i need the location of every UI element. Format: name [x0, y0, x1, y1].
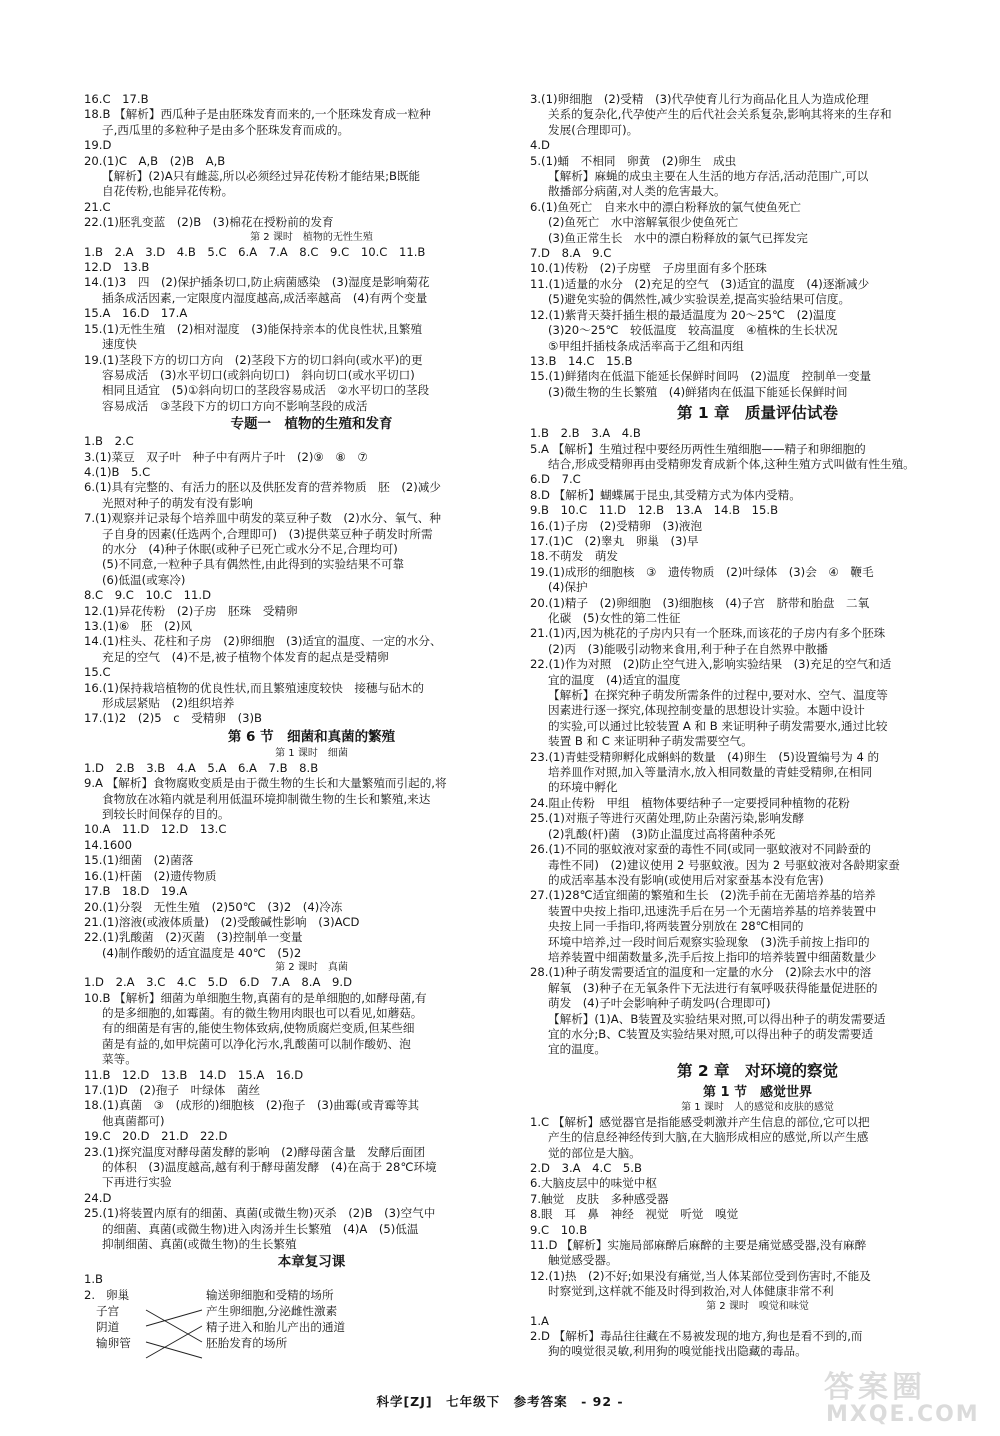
answer-continuation: (4)保护 [548, 580, 588, 595]
answer-line: 22.(1)胚乳变蓝 (2)B (3)棉花在授粉前的发育 [84, 215, 334, 230]
answer-continuation: 萌发 (4)子叶会影响种子萌发吗(合理即可) [548, 996, 771, 1011]
answer-line: 18.B 【解析】西瓜种子是由胚珠发育而来的,一个胚珠发育成一粒种 [84, 107, 431, 122]
answer-line: 2.D 3.A 4.C 5.B [530, 1161, 642, 1175]
answer-line: 10.A 11.D 12.D 13.C [84, 822, 227, 837]
answer-line: 9.A 【解析】食物腐败变质是由于微生物的生长和大量繁殖而引起的,将 [84, 776, 447, 791]
answer-line: 20.(1)C A,B (2)B A,B [84, 153, 226, 168]
answer-line: 1.D 2.A 3.C 4.C 5.D 6.D 7.A 8.A 9.D [84, 975, 352, 990]
answer-line: 6.大脑皮层中的味觉中枢 [530, 1176, 657, 1191]
match-right-item: 精子进入和胎儿产出的通道 [206, 1319, 346, 1334]
answer-line: 1.B [84, 1272, 104, 1287]
answer-continuation: (3)20～25℃ 较低温度 较高温度 ④植株的生长状况 [548, 323, 838, 338]
answer-line: 21.(1)溶液(或液体质量) (2)受酸碱性影响 (3)ACD [84, 914, 360, 929]
answer-line: 9.B 10.C 11.D 12.B 13.A 14.B 15.B [530, 503, 779, 518]
question-number: 2. [84, 1287, 96, 1302]
answer-continuation: (2)鱼死亡 水中溶解氧很少使鱼死亡 [548, 215, 739, 230]
answer-continuation: (2)乳酸(杆)菌 (3)防止温度过高将菌种杀死 [548, 826, 776, 841]
answer-line: 24.阻止传粉 甲组 植物体要结种子一定要授同种植物的花粉 [530, 795, 850, 810]
match-right-item: 输送卵细胞和受精的场所 [206, 1287, 334, 1302]
match-right-item: 胚胎发育的场所 [206, 1335, 288, 1350]
answer-line: 16.(1)保持栽培植物的优良性状,而且繁殖速度较快 接穗与砧木的 [84, 680, 424, 695]
answer-continuation: ⑤甲组扦插枝条成活率高于乙组和丙组 [548, 338, 744, 353]
answer-continuation: 狗的嗅觉很灵敏,利用狗的嗅觉能找出隐藏的毒品。 [548, 1344, 807, 1359]
answer-line: 1.A [530, 1313, 549, 1328]
answer-line: 19.(1)成形的细胞核 ③ 遗传物质 (2)叶绿体 (3)会 ④ 鞭毛 [530, 564, 874, 579]
answer-continuation: 关系的复杂化,代孕使产生的后代社会关系复杂,影响其将来的生存和 [548, 107, 892, 122]
answer-line: 8.D 【解析】蝴蝶属于昆虫,其受精方式为体内受精。 [530, 487, 801, 502]
section-heading: 第 1 节 感觉世界 [702, 1084, 813, 1100]
answer-line: 17.(1)2 (2)5 c 受精卵 (3)B [84, 711, 262, 726]
answer-line: 19.C 20.D 21.D 22.D [84, 1129, 228, 1144]
answer-line: 10.B 【解析】细菌为单细胞生物,真菌有的是单细胞的,如酵母菌,有 [84, 990, 427, 1005]
answer-continuation: 光照对种子的萌发有没有影响 [102, 495, 253, 510]
lesson-heading: 第 1 课时 人的感觉和皮肤的感觉 [681, 1101, 834, 1113]
answer-line: 15.C [84, 665, 111, 680]
answer-continuation: 抑制细菌、真菌(或微生物)的生长繁殖 [102, 1237, 297, 1252]
answer-line: 6.(1)鱼死亡 自来水中的漂白粉释放的氯气使鱼死亡 [530, 199, 801, 214]
answer-line: 16.(1)杆菌 (2)遗传物质 [84, 868, 217, 883]
answer-line: 6.(1)具有完整的、有活力的胚以及供胚发育的营养物质 胚 (2)减少 [84, 480, 441, 495]
answer-continuation: (3)鱼正常生长 水中的漂白粉释放的氯气已挥发完 [548, 230, 808, 245]
answer-continuation: 装置中央按上指印,迅速洗手后在另一个无菌培养基的培养装置中 [548, 903, 877, 918]
answer-continuation: 的体积 (3)温度越高,越有利于酵母菌发酵 (4)在高于 28℃环境 [102, 1160, 437, 1174]
answer-continuation: 的环境中孵化 [548, 780, 618, 795]
answer-continuation: 的实验,可以通过比较装置 A 和 B 来证明种子萌发需要水,通过比较 [548, 718, 888, 733]
answer-line: 3.(1)卵细胞 (2)受精 (3)代孕使育儿行为商品化且人为造成伦理 [530, 92, 869, 106]
page-footer: 科学[ZJ] 七年级下 参考答案 - 92 - [376, 1394, 624, 1409]
answer-continuation: 【解析】(2)A只有雌蕊,所以必须经过异花传粉才能结果;B既能 [102, 169, 421, 184]
answer-line: 22.(1)作为对照 (2)防止空气进入,影响实验结果 (3)充足的空气和适 [530, 657, 892, 672]
answer-line: 15.A 16.D 17.A [84, 306, 188, 321]
answer-continuation: 因素进行逐一探究,体现控制变量的思想设计实验。本题中设计 [548, 703, 865, 718]
answer-continuation: 有的细菌是有害的,能使生物体致病,使物质腐烂变质,但某些细 [102, 1021, 415, 1036]
answer-line: 11.B 12.D 13.B 14.D 15.A 16.D [84, 1067, 304, 1082]
answer-continuation: 相同且适宜 (5)①斜向切口的茎段容易成活 ②水平切口的茎段 [102, 383, 430, 398]
answer-continuation: 觉的部位是大脑。 [548, 1145, 641, 1160]
answer-line: 5.(1)蛹 不相同 卵黄 (2)卵生 成虫 [530, 153, 737, 168]
answer-continuation: (5)不同意,一粒种子具有偶然性,由此得到的实验结果不可靠 [102, 557, 405, 572]
answer-line: 17.B 18.D 19.A [84, 884, 188, 899]
answer-continuation: 解氧 (3)种子在无氧条件下无法进行有氧呼吸获得能量促进胚的 [548, 980, 878, 995]
section-heading: 专题一 植物的生殖和发育 [230, 416, 393, 433]
answer-line: 14.1600 [84, 837, 132, 852]
answer-continuation: 产生的信息经神经传到大脑,在大脑形成相应的感觉,所以产生感 [548, 1130, 869, 1145]
answer-line: 21.(1)丙,因为桃花的子房内只有一个胚珠,而该花的子房内有多个胚珠 [530, 626, 886, 641]
answer-continuation: 散播部分病菌,对人类的危害最大。 [548, 184, 726, 199]
answer-continuation: 宜的水分;B、C装置及实验结果对照,可以得出种子的萌发需要适 [548, 1026, 874, 1041]
answer-continuation: 充足的空气 (4)不是,被子植物个体发育的起点是受精卵 [102, 649, 389, 664]
answer-continuation: 触觉感受器。 [548, 1253, 618, 1268]
answer-line: 7.D 8.A 9.C [530, 246, 612, 261]
answer-continuation: 【解析】麻蝇的成虫主要在人生活的地方存活,活动范围广,可以 [548, 169, 869, 184]
answer-line: 8.眼 耳 鼻 神经 视觉 听觉 嗅觉 [530, 1207, 739, 1222]
lesson-heading: 第 2 课时 真菌 [275, 962, 348, 974]
answer-line: 13.(1)⑥ 胚 (2)风 [84, 619, 193, 633]
answer-line: 22.(1)乳酸菌 (2)灭菌 (3)控制单一变量 [84, 930, 303, 945]
answer-continuation: 的细菌、真菌(或微生物)进入肉汤并生长繁殖 (4)A (5)低温 [102, 1221, 419, 1236]
answer-line: 1.B 2.B 3.A 4.B [530, 426, 641, 441]
answer-line: 20.(1)分裂 无性生殖 (2)50℃ (3)2 (4)冷冻 [84, 899, 343, 914]
answer-continuation: 子自身的因素(任选两个,合理即可) (3)提供菜豆种子萌发时所需 [102, 526, 433, 541]
answer-line: 5.A 【解析】生殖过程中要经历两性生殖细胞——精子和卵细胞的 [530, 441, 866, 456]
answer-line: 14.(1)3 四 (2)保护插条切口,防止病菌感染 (3)湿度是影响菊花 [84, 275, 430, 290]
answer-line: 10.(1)传粉 (2)子房壁 子房里面有多个胚珠 [530, 261, 767, 276]
answer-line: 2.D 【解析】毒品往往藏在不易被发现的地方,狗也是看不到的,而 [530, 1329, 863, 1344]
answer-continuation: 毒性不同) (2)建议使用 2 号驱蚊液。因为 2 号驱蚊液对各龄期家蚕 [548, 857, 900, 872]
chapter-heading: 第 1 章 质量评估试卷 [676, 404, 839, 423]
answer-line: 4.D [530, 138, 550, 153]
answer-continuation: 形成层紧贴 (2)组织培养 [102, 696, 235, 711]
answer-continuation: 下再进行实验 [102, 1175, 172, 1190]
answer-line: 1.D 2.B 3.B 4.A 5.A 6.A 7.B 8.B [84, 760, 319, 775]
answer-line: 17.(1)C (2)睾丸 卵巢 (3)早 [530, 533, 699, 548]
answer-line: 27.(1)28℃适宜细菌的繁殖和生长 (2)洗手前在无菌培养基的培养 [530, 888, 876, 903]
watermark-bottom: MXQE.COM [826, 1402, 980, 1427]
answer-continuation: 的是多细胞的,如霉菌。有的微生物用肉眼也可以看见,如蘑菇。 [102, 1005, 423, 1020]
answer-continuation: 容易成活 ③茎段下方的切口方向不影响茎段的成活 [102, 398, 368, 413]
answer-line: 1.B 2.C [84, 434, 134, 449]
answer-continuation: 容易成活 (3)水平切口(或斜向切口) 斜向切口(或水平切口) [102, 367, 415, 382]
answer-continuation: 培养装置中细菌数量多,洗手后按上指印的培养装置中细菌数量少 [548, 949, 877, 964]
answer-continuation: 化碳 (5)女性的第二性征 [548, 611, 681, 625]
answer-line: 19.(1)茎段下方的切口方向 (2)茎段下方的切口斜向(或水平)的更 [84, 352, 423, 367]
answer-line: 16.C 17.B [84, 92, 149, 106]
answer-line: 13.B 14.C 15.B [530, 353, 633, 368]
answer-line: 16.(1)子房 (2)受精卵 (3)液泡 [530, 518, 703, 533]
answer-line: 7.触觉 皮肤 多种感受器 [530, 1191, 669, 1206]
answer-line: 15.(1)细菌 (2)菌落 [84, 853, 194, 868]
answer-continuation: 自花传粉,也能异花传粉。 [102, 184, 234, 199]
answer-continuation: (5)避免实验的偶然性,减少实验误差,提高实验结果可信度。 [548, 292, 851, 307]
answer-continuation: (3)微生物的生长繁殖 (4)鲜猪肉在低温下能延长保鲜时间 [548, 384, 848, 399]
answer-line: 25.(1)对瓶子等进行灭菌处理,防止杂菌污染,影响发酵 [530, 811, 805, 826]
answer-continuation: 的成活率基本没有影响(或使用后对家蚕基本没有危害) [548, 872, 824, 887]
answer-line: 21.C [84, 199, 111, 214]
answer-continuation: 【解析】在探究种子萌发所需条件的过程中,要对水、空气、温度等 [548, 688, 888, 703]
answer-continuation: 宜的温度 (4)适宜的温度 [548, 672, 681, 687]
answer-line: 3.(1)菜豆 双子叶 种子中有两片子叶 (2)⑨ ⑧ ⑦ [84, 449, 368, 464]
answer-continuation: 菜等。 [102, 1052, 137, 1067]
lesson-heading: 第 1 课时 细菌 [275, 747, 348, 759]
answer-continuation: 插条成活因素,一定限度内湿度越高,成活率越高 (4)有两个变量 [102, 290, 428, 305]
answer-continuation: 央按上同一手指印,将两装置分别放在 28℃相同的 [548, 919, 804, 934]
answer-continuation: 装置 B 和 C 来证明种子萌发需要空气。 [548, 734, 753, 749]
left-column [84, 92, 539, 1374]
answer-line: 8.C 9.C 10.C 11.D [84, 588, 211, 603]
match-left-item: 子宫 [96, 1303, 120, 1318]
answer-line: 26.(1)不同的驱蚊液对家蚕的毒性不同(或同一驱蚊液对不同龄蚕的 [530, 842, 871, 857]
answer-line: 15.(1)鲜猪肉在低温下能延长保鲜时间吗 (2)温度 控制单一变量 [530, 369, 872, 384]
answer-continuation: 发展(合理即可)。 [548, 122, 639, 137]
answer-line: 11.D 【解析】实施局部麻醉后麻醉的主要是痛觉感受器,没有麻醉 [530, 1238, 867, 1253]
answer-continuation: 他真菌都可) [102, 1113, 165, 1128]
answer-line: 9.C 10.B [530, 1222, 588, 1237]
answer-continuation: 环境中培养,过一段时间后观察实验现象 (3)洗手前按上指印的 [548, 934, 870, 949]
answer-continuation: 时察觉到,这样就不能及时得到救治,对人体健康非常不利 [548, 1284, 834, 1299]
answer-line: 17.(1)D (2)孢子 叶绿体 菌丝 [84, 1082, 261, 1097]
answer-continuation: 结合,形成受精卵再由受精卵发育成新个体,这种生殖方式叫做有性生殖。 [548, 456, 915, 471]
section-heading: 本章复习课 [277, 1254, 346, 1271]
match-right-item: 产生卵细胞,分泌雌性激素 [206, 1303, 338, 1318]
answer-continuation: (6)低温(或寒冷) [102, 572, 186, 587]
match-left-item: 卵巢 [106, 1287, 130, 1302]
answer-continuation: 的水分 (4)种子休眠(或种子已死亡或水分不足,合理均可) [102, 541, 398, 556]
answer-line: 23.(1)探究温度对酵母菌发酵的影响 (2)酵母菌含量 发酵后面团 [84, 1144, 426, 1159]
answer-continuation: 速度快 [102, 337, 137, 352]
section-heading: 第 6 节 细菌和真菌的繁殖 [227, 728, 396, 745]
answer-line: 18.(1)真菌 ③ (成形的)细胞核 (2)孢子 (3)曲霉(或青霉等其 [84, 1098, 420, 1113]
answer-line: 24.D [84, 1190, 112, 1205]
watermark-top: 答案圈 [824, 1370, 926, 1405]
answer-continuation: 到较长时间保存的目的。 [102, 807, 230, 822]
watermark-logo [818, 1362, 986, 1432]
match-left-item: 阴道 [96, 1319, 120, 1334]
answer-continuation: 子,西瓜里的多粒种子是由多个胚珠发育而成的。 [102, 122, 350, 137]
answer-continuation: 培养皿作对照,加入等量清水,放入相同数量的青蛙受精卵,在相同 [548, 765, 873, 780]
answer-line: 1.C 【解析】感觉器官是指能感受刺激并产生信息的部位,它可以把 [530, 1114, 870, 1129]
matching-question [84, 1288, 539, 1374]
answer-continuation: 食物放在冰箱内就是利用低温环境抑制微生物的生长和繁殖,来达 [102, 791, 431, 806]
answer-line: 12.D 13.B [84, 260, 150, 275]
answer-continuation: (4)制作酸奶的适宜温度是 40℃ (5)2 [102, 945, 302, 960]
answer-continuation: 菌是有益的,如甲烷菌可以净化污水,乳酸菌可以制作酸奶、泡 [102, 1036, 411, 1051]
answer-line: 12.(1)热 (2)不好;如果没有痛觉,当人体某部位受到伤害时,不能及 [530, 1268, 871, 1283]
answer-line: 14.(1)柱头、花柱和子房 (2)卵细胞 (3)适宜的温度、一定的水分、 [84, 634, 442, 649]
answer-line: 28.(1)种子萌发需要适宜的温度和一定量的水分 (2)除去水中的溶 [530, 965, 872, 980]
answer-line: 19.D [84, 138, 112, 153]
answer-line: 25.(1)将装置内原有的细菌、真菌(或微生物)灭杀 (2)B (3)空气中 [84, 1206, 436, 1221]
answer-line: 4.(1)B 5.C [84, 464, 151, 479]
lesson-heading: 第 2 课时 植物的无性生殖 [250, 231, 373, 243]
answer-continuation: (2)丙 (3)能吸引动物来食用,利于种子在自然界中散播 [548, 641, 829, 656]
chapter-heading: 第 2 章 对环境的察觉 [676, 1061, 839, 1080]
answer-line: 18.不萌发 萌发 [530, 549, 619, 564]
answer-line: 23.(1)青蛙受精卵孵化成蝌蚪的数量 (4)卵生 (5)设置编号为 4 的 [530, 749, 880, 764]
answer-continuation: 宜的温度。 [548, 1042, 606, 1057]
answer-line: 11.(1)适量的水分 (2)充足的空气 (3)适宜的温度 (4)逐渐减少 [530, 276, 870, 291]
answer-line: 6.D 7.C [530, 472, 581, 487]
answer-continuation: 【解析】(1)A、B装置及实验结果对照,可以得出种子的萌发需要适 [548, 1011, 886, 1026]
right-column [530, 92, 985, 1360]
answer-line: 20.(1)精子 (2)卵细胞 (3)细胞核 (4)子宫 脐带和胎盘 二氧 [530, 595, 870, 610]
answer-line: 12.(1)异花传粉 (2)子房 胚珠 受精卵 [84, 603, 298, 618]
answer-line: 12.(1)紫背天葵扦插生根的最适温度为 20～25℃ (2)温度 [530, 307, 837, 322]
match-left-item: 输卵管 [96, 1335, 131, 1350]
answer-line: 7.(1)观察并记录每个培养皿中萌发的菜豆种子数 (2)水分、氧气、种 [84, 511, 441, 526]
lesson-heading: 第 2 课时 嗅觉和味觉 [706, 1300, 809, 1312]
answer-line: 1.B 2.A 3.D 4.B 5.C 6.A 7.A 8.C 9.C 10.C 11.B [84, 244, 426, 259]
answer-line: 15.(1)无性生殖 (2)相对湿度 (3)能保持亲本的优良性状,且繁殖 [84, 321, 423, 336]
